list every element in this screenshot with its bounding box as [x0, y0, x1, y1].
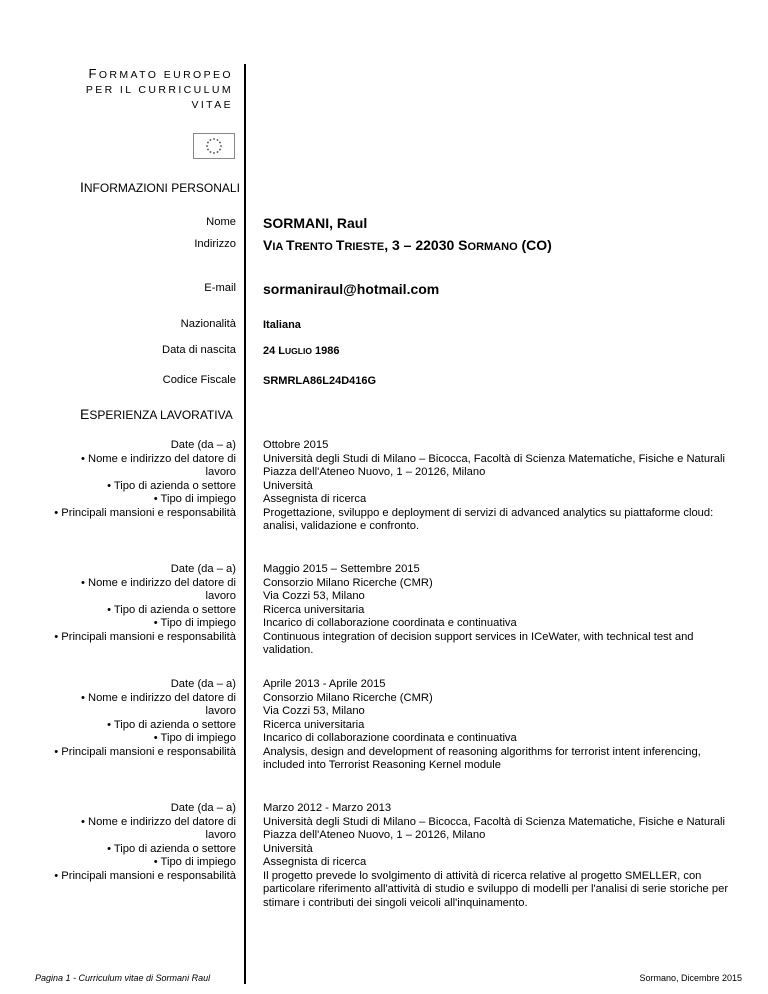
footer-left: Pagina 1 - Curriculum vitae di Sormani Raul: [35, 973, 211, 983]
experience-labels-4: Date (da – a) • Nome e indirizzo del datore di lavoro • Tipo di azienda o settore • Tipo di impiego • Principali mansioni e responsabilità: [54, 802, 236, 882]
exp-duties: Il progetto prevede lo svolgimento di attività di ricerca relative al progetto SMELLER, con particolare riferimento all'attività di studio e sviluppo di modelli per l'analisi di serie storiche per stimare i contributi dei singoli veicoli all'inquinamento.: [263, 869, 729, 909]
section-work-experience: ESPERIENZA LAVORATIVA: [80, 406, 233, 422]
label-nascita: Data di nascita: [161, 344, 236, 356]
title-cap: F: [88, 66, 99, 81]
label-nazionalita: Nazionalità: [180, 318, 236, 330]
column-divider: [244, 64, 246, 984]
experience-labels-3: Date (da – a) • Nome e indirizzo del datore di lavoro • Tipo di azienda o settore • Tipo di impiego • Principali mansioni e responsabilità: [54, 678, 236, 758]
experience-entry-2: [263, 563, 733, 658]
label-email: E-mail: [204, 282, 236, 294]
exp-employer: Università degli Studi di Milano – Bicocca, Facoltà di Scienza Matematiche, Fisiche e Naturali: [263, 452, 726, 465]
value-nome: SORMANI, Raul: [263, 215, 368, 231]
exp-sector: Università: [263, 842, 313, 855]
label-codice-fiscale: Codice Fiscale: [162, 374, 236, 386]
title-line-2: PER IL CURRICULUM: [85, 84, 233, 96]
experience-entry-1: [263, 439, 733, 534]
exp-duties: Progettazione, sviluppo e deployment di servizi di advanced analytics su piattaforme cloud: analisi, validazione e confronto.: [263, 506, 714, 532]
exp-date: Aprile 2013 - Aprile 2015: [263, 678, 386, 690]
value-nazionalita: Italiana: [263, 319, 301, 331]
exp-employer: Università degli Studi di Milano – Bicocca, Facoltà di Scienza Matematiche, Fisiche e Naturali: [263, 815, 726, 828]
value-codice-fiscale: SRMRLA86L24D416G: [263, 375, 377, 387]
exp-job: Assegnista di ricerca: [263, 493, 367, 505]
exp-employer: Consorzio Milano Ricerche (CMR): [263, 576, 433, 589]
exp-duties: Analysis, design and development of reasoning algorithms for terrorist intent inferencing, included into Terrorist Reasoning Kernel module: [263, 745, 701, 771]
exp-sector: Università: [263, 479, 313, 492]
section-personal-info: INFORMAZIONI PERSONALI: [80, 179, 240, 195]
experience-labels-2: Date (da – a) • Nome e indirizzo del datore di lavoro • Tipo di azienda o settore • Tipo di impiego • Principali mansioni e responsabilità: [54, 563, 236, 643]
title-line-3: VITAE: [191, 99, 233, 111]
exp-employer: Consorzio Milano Ricerche (CMR): [263, 691, 433, 704]
footer-right: Sormano, Dicembre 2015: [639, 973, 742, 983]
eu-flag-icon: [193, 133, 235, 159]
exp-duties: Continuous integration of decision support services in ICeWater, with technical test and validation.: [263, 630, 694, 656]
exp-address: Via Cozzi 53, Milano: [263, 590, 365, 602]
exp-job: Incarico di collaborazione coordinata e continuativa: [263, 732, 517, 744]
title-line-1: ORMATO EUROPEO: [98, 69, 233, 81]
exp-date: Maggio 2015 – Settembre 2015: [263, 563, 420, 575]
experience-labels-1: Date (da – a) • Nome e indirizzo del datore di lavoro • Tipo di azienda o settore • Tipo di impiego • Principali mansioni e responsabilità: [54, 439, 236, 519]
value-nascita: 24 LUGLIO 1986: [263, 345, 340, 357]
exp-address: Piazza dell'Ateneo Nuovo, 1 – 20126, Milano: [263, 829, 486, 841]
experience-entry-3: [263, 678, 733, 773]
document-title: [73, 66, 233, 113]
experience-entry-4: [263, 802, 733, 910]
label-indirizzo: Indirizzo: [194, 238, 236, 250]
exp-address: Via Cozzi 53, Milano: [263, 705, 365, 717]
value-indirizzo: VIA TRENTO TRIESTE, 3 – 22030 SORMANO (CO): [263, 237, 552, 253]
exp-address: Piazza dell'Ateneo Nuovo, 1 – 20126, Milano: [263, 466, 486, 478]
exp-date: Ottobre 2015: [263, 439, 329, 451]
exp-sector: Ricerca universitaria: [263, 603, 365, 616]
exp-job: Assegnista di ricerca: [263, 856, 367, 868]
exp-sector: Ricerca universitaria: [263, 718, 365, 731]
exp-job: Incarico di collaborazione coordinata e continuativa: [263, 617, 517, 629]
value-email: sormaniraul@hotmail.com: [263, 281, 440, 297]
exp-date: Marzo 2012 - Marzo 2013: [263, 802, 392, 814]
label-nome: Nome: [206, 216, 236, 228]
